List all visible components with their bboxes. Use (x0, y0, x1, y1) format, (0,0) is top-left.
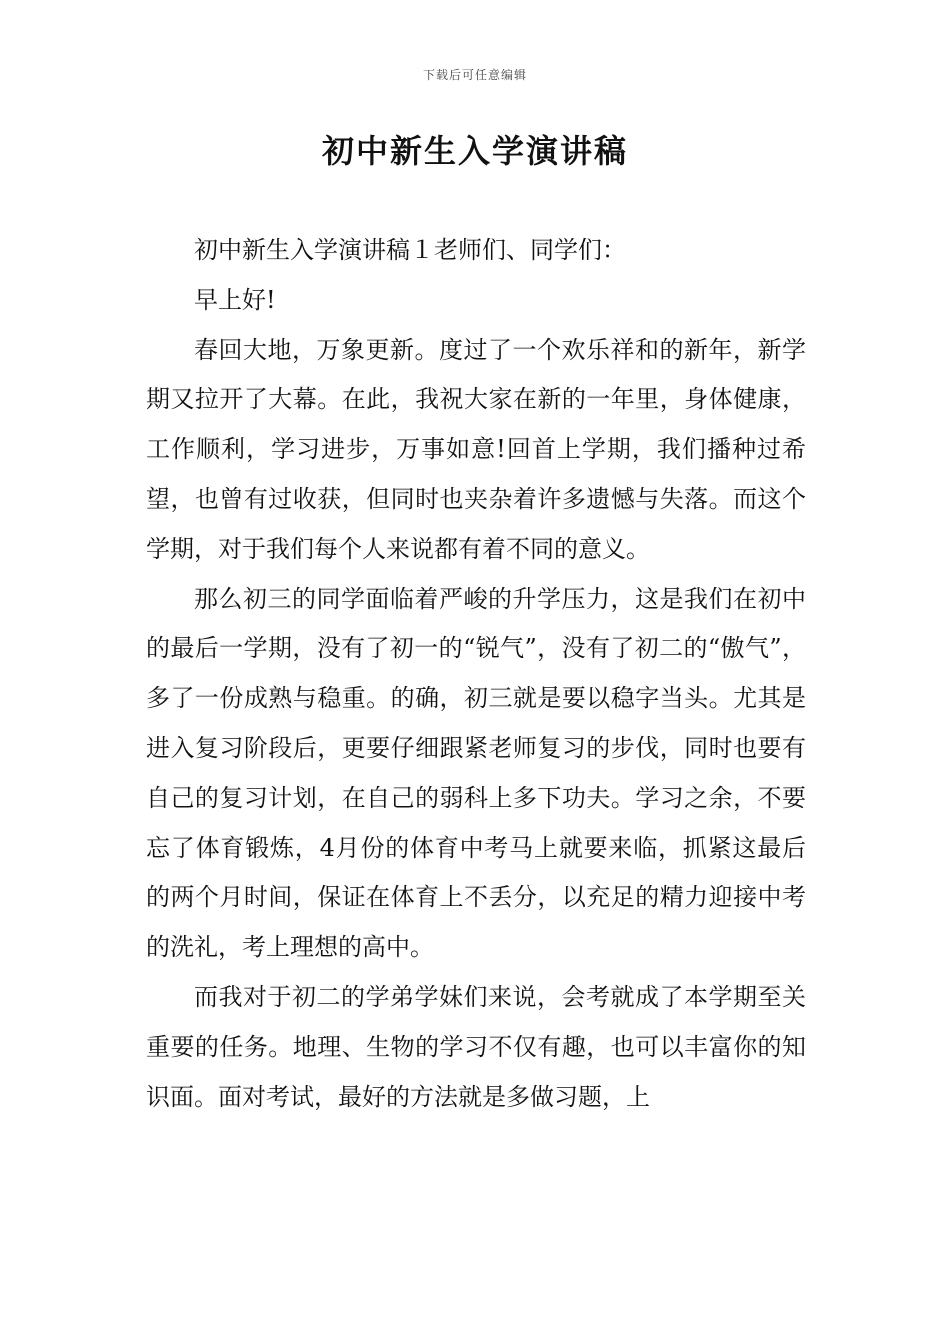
header-note: 下载后可任意编辑 (422, 68, 527, 82)
paragraph: 那么初三的同学面临着严峻的升学压力，这是我们在初中的最后一学期，没有了初一的“锐气”，没有了初二的“傲气”，多了一份成熟与稳重。的确，初三就是要以稳字当头。尤其是进入复习阶段后，更要仔细跟紧老师复习的步伐，同时也要有自己的复习计划，在自己的弱科上多下功夫。学习之余，不要忘了体育锻炼，4月份的体育中考马上就要来临，抓紧这最后的两个月时间，保证在体育上不丢分，以充足的精力迎接中考的洗礼，考上理想的高中。 (146, 584, 806, 962)
paragraph: 春回大地，万象更新。度过了一个欢乐祥和的新年，新学期又拉开了大幕。在此，我祝大家在新的一年里，身体健康，工作顺利，学习进步，万事如意!回首上学期，我们播种过希望，也曾有过收获，但同时也夹杂着许多遗憾与失落。而这个学期，对于我们每个人来说都有着不同的意义。 (146, 335, 806, 563)
paragraph: 而我对于初二的学弟学妹们来说，会考就成了本学期至关重要的任务。地理、生物的学习不仅有趣，也可以丰富你的知识面。面对考试，最好的方法就是多做习题，上 (146, 982, 806, 1111)
paragraph-greeting: 早上好! (194, 285, 276, 314)
document-title: 初中新生入学演讲稿 (321, 132, 628, 170)
document-body (146, 226, 806, 1122)
paragraph-greeting-heading: 初中新生入学演讲稿１老师们、同学们： (194, 236, 626, 264)
